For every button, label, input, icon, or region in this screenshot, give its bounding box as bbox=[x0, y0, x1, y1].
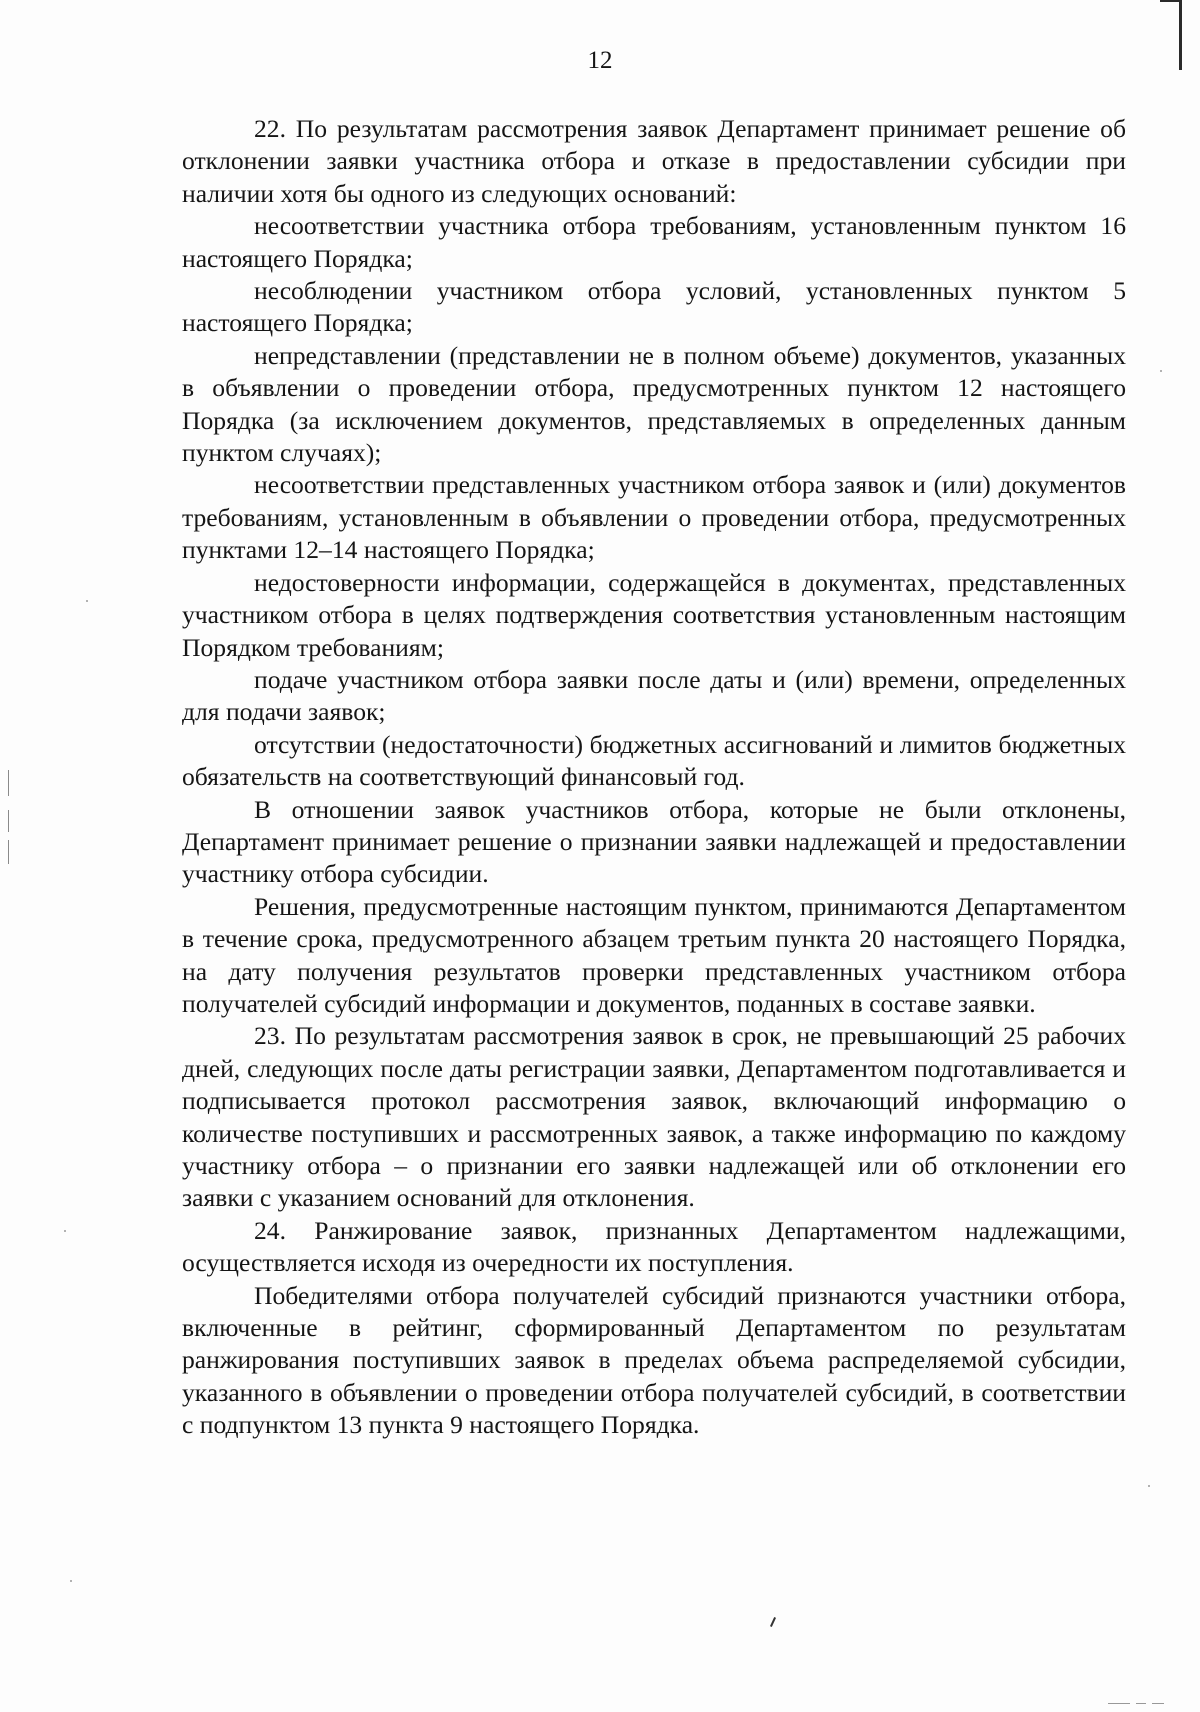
paragraph-decision-timing: Решения, предусмотренные настоящим пунктом, принимаются Департаментом в течение срока, предусмотренного абзацем третьим пункта 20 настоящего Порядка, на дату получения результатов проверки представленных участником отбора получателей субсидий информации и документов, поданных в составе заявки. bbox=[182, 891, 1126, 1018]
paragraph-ground-documents-missing: непредставлении (представлении не в полном объеме) документов, указанных в объявлении о проведении отбора, предусмотренных пунктом 12 настоящего Порядка (за исключением документов, представляемых в определенных данным пунктом случаях); bbox=[182, 340, 1126, 468]
paragraph-22-intro: 22. По результатам рассмотрения заявок Департамент принимает решение об отклонении заявки участника отбора и отказе в предоставлении субсидии при наличии хотя бы одного из следующих оснований: bbox=[182, 114, 1126, 208]
paragraph-ground-conditions: несоблюдении участником отбора условий, установленных пунктом 5 настоящего Порядка; bbox=[182, 276, 1126, 338]
scan-bottom-mark bbox=[1108, 1703, 1130, 1704]
page-number: 12 bbox=[587, 47, 613, 74]
scan-bottom-mark bbox=[1136, 1703, 1146, 1704]
scan-speck bbox=[86, 600, 88, 602]
paragraph-ground-requirements: несоответствии участника отбора требованиям, установленным пунктом 16 настоящего Порядка; bbox=[182, 211, 1126, 273]
scan-pen-mark bbox=[770, 1617, 776, 1627]
paragraph-ground-budget-shortage: отсутствии (недостаточности) бюджетных ассигнований и лимитов бюджетных обязательств на соответствующий финансовый год. bbox=[182, 729, 1126, 792]
scan-margin-mark bbox=[8, 840, 9, 864]
paragraph-23-protocol: 23. По результатам рассмотрения заявок в срок, не превышающий 25 рабочих дней, следующих после даты регистрации заявки, Департаментом подготавливается и подписывается протокол рассмотрения заявок, включающий информацию о количестве поступивших и рассмотренных заявок, а также информацию по каждому участнику отбора – о признании его заявки надлежащей или об отклонении его заявки с указанием оснований для отклонения. bbox=[182, 1021, 1126, 1213]
paragraph-ground-documents-mismatch: несоответствии представленных участником отбора заявок и (или) документов требованиям, установленным в объявлении о проведении отбора, предусмотренных пунктами 12–14 настоящего Порядка; bbox=[182, 470, 1126, 565]
document-body bbox=[182, 113, 1126, 1442]
scan-speck bbox=[70, 1580, 72, 1582]
scan-speck bbox=[64, 1230, 66, 1232]
scan-speck bbox=[1160, 370, 1162, 372]
paragraph-ground-false-information: недостоверности информации, содержащейся в документах, представленных участником отбора в целях подтверждения соответствия установленным настоящим Порядком требованиям; bbox=[182, 567, 1126, 662]
paragraph-ground-late-submission: подаче участником отбора заявки после даты и (или) времени, определенных для подачи заявок; bbox=[182, 664, 1126, 727]
scan-margin-mark bbox=[8, 810, 9, 832]
scan-speck bbox=[1148, 1485, 1150, 1487]
paragraph-approval-decision: В отношении заявок участников отбора, которые не были отклонены, Департамент принимает решение о признании заявки надлежащей и предоставлении участнику отбора субсидии. bbox=[182, 794, 1126, 889]
scan-margin-mark bbox=[8, 770, 9, 796]
scan-bottom-mark bbox=[1152, 1703, 1164, 1704]
paragraph-winners: Победителями отбора получателей субсидий признаются участники отбора, включенные в рейтинг, сформированный Департаментом по результатам ранжирования поступивших заявок в пределах объема распределяемой субсидии, указанного в объявлении о проведении отбора получателей субсидий, в соответствии с подпунктом 13 пункта 9 настоящего Порядка. bbox=[182, 1280, 1126, 1440]
paragraph-24-ranking: 24. Ранжирование заявок, признанных Департаментом надлежащими, осуществляется исходя из очередности их поступления. bbox=[182, 1215, 1126, 1278]
